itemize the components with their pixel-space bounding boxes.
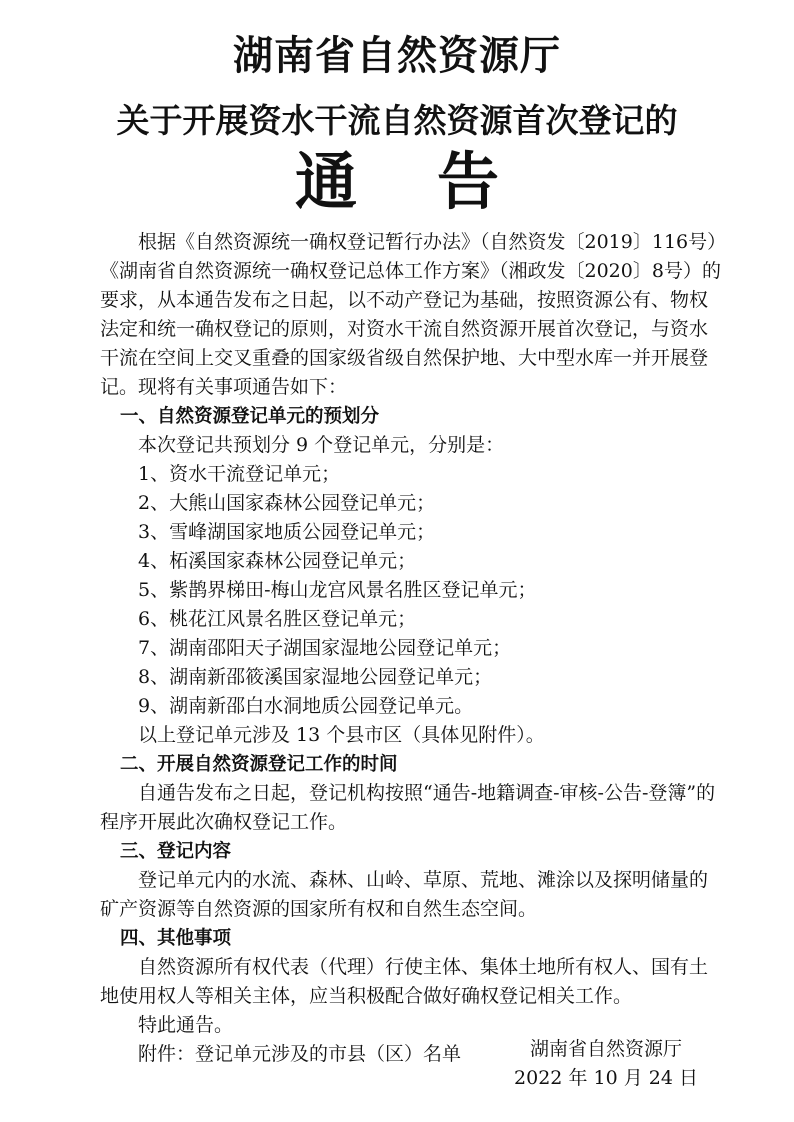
section2-text: 自通告发布之日起，登记机构按照“通告-地籍调查-审核-公告-登簿”的程序开展此次确权登记工作。 [100, 782, 716, 833]
signature-date: 2022 年 10 月 24 日 [514, 1067, 698, 1089]
section3-text: 登记单元内的水流、森林、山岭、草原、荒地、滩涂以及探明储量的矿产资源等自然资源的国家所有权和自然生态空间。 [100, 869, 709, 920]
intro-paragraph: 根据《自然资源统一确权登记暂行办法》（自然资发〔2019〕116号）《湖南省自然资源统一确权登记总体工作方案》（湘政发〔2020〕8号）的要求，从本通告发布之日起，以不动产登记为基础，按照资源公有、物权法定和统一确权登记的原则，对资水干流自然资源开展首次登记，与资水干流在空间上交叉重叠的国家级省级自然保护地、大中型水库一并开展登记。现将有关事项通告如下： [100, 231, 721, 398]
section-heading-1: 一、自然资源登记单元的预划分 [120, 406, 380, 427]
section1-lead: 本次登记共预划分 9 个登记单元，分别是： [138, 434, 505, 456]
notice-subtitle: 关于开展资水干流自然资源首次登记的 [116, 101, 678, 140]
list-item: 7、湖南邵阳天子湖国家湿地公园登记单元； [138, 637, 512, 659]
section-heading-2: 二、开展自然资源登记工作的时间 [120, 754, 398, 775]
section1-summary: 以上登记单元涉及 13 个县市区（具体见附件）。 [138, 724, 545, 746]
signature-block [496, 1035, 716, 1093]
signature-org: 湖南省自然资源厅 [529, 1038, 682, 1060]
notice-heading: 通告 [294, 145, 579, 218]
list-item: 6、桃花江风景名胜区登记单元； [138, 608, 417, 630]
attachment-line: 附件：登记单元涉及的市县（区）名单 [138, 1043, 462, 1065]
issuer-title: 湖南省自然资源厅 [233, 33, 561, 79]
list-item: 8、湖南新邵筱溪国家湿地公园登记单元； [138, 666, 493, 688]
list-item: 4、柘溪国家森林公园登记单元； [138, 550, 417, 572]
section-heading-4: 四、其他事项 [120, 928, 232, 949]
section-heading-3: 三、登记内容 [120, 841, 232, 862]
list-item: 3、雪峰湖国家地质公园登记单元； [138, 521, 436, 543]
closing-line: 特此通告。 [138, 1014, 234, 1036]
list-item: 9、湖南新邵白水洞地质公园登记单元。 [138, 695, 474, 717]
list-item: 1、资水干流登记单元； [138, 463, 341, 485]
notice-body [100, 228, 724, 1069]
list-item: 5、紫鹊界梯田-梅山龙宫风景名胜区登记单元； [138, 579, 537, 601]
list-item: 2、大熊山国家森林公园登记单元； [138, 492, 436, 514]
section4-text: 自然资源所有权代表（代理）行使主体、集体土地所有权人、国有土地使用权人等相关主体，应当积极配合做好确权登记相关工作。 [100, 956, 709, 1007]
